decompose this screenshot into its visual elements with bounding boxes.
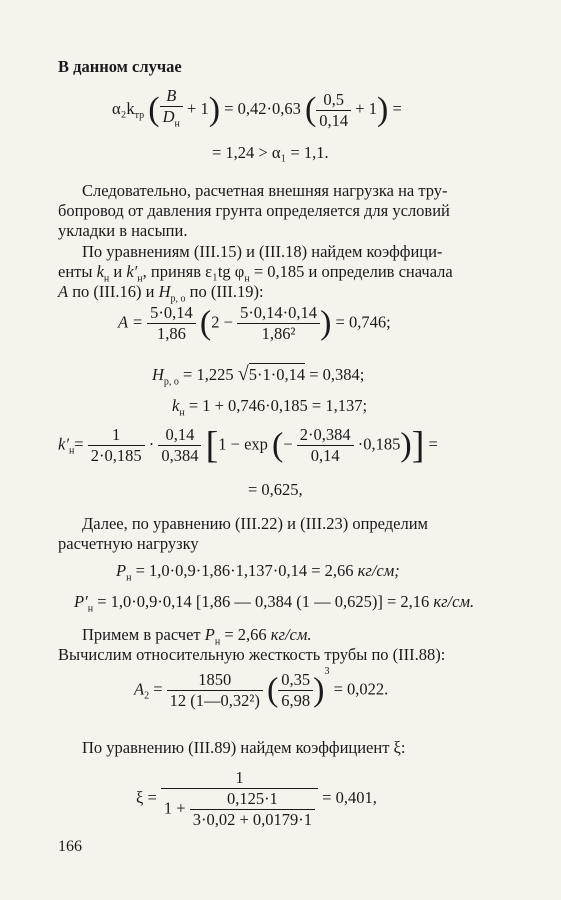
equation-alpha-result: = 1,24 > α₁ = 1,1. (212, 143, 329, 162)
eq1-mid: = 0,42·0,63 (220, 98, 305, 118)
equation-P-prime: $P'_н = 1,0\cdot 0,9\cdot 0,14$ [1,86 — 0,384 (1 — 0,625)] = 2,16 кг/см. (74, 592, 475, 615)
equation-k: $k_н = 1 + 0,746\cdot 0,185 = 1,137$; (172, 396, 368, 419)
eq1-plus2: + 1 (351, 98, 377, 118)
paragraph-5: По уравнению (III.89) найдем коэффициент ξ: (82, 738, 406, 757)
equation-P: $P_н = 1,0\cdot 0,9\cdot 1,86\cdot 1,137\cdot 0,14 = 2,66$ кг/см; (116, 561, 400, 584)
eq1-end: = (388, 98, 402, 118)
eq1-plus1: + 1 (182, 98, 209, 118)
paragraph-1-line-1: Следовательно, расчетная внешняя нагрузка на тру- (82, 181, 448, 200)
eq1-frac1-num: B (166, 86, 177, 105)
paragraph-3-line-1: Далее, по уравнению (III.22) и (III.23) определим (82, 514, 429, 533)
equation-k-prime: $k'_н=$ $\frac{1}{2\cdot 0,185}$ · $\frac{0,14}{0,384}$ [1 − exp (− $\frac{2\cdot 0,384}{0,14}$ ·0,185)] = (58, 424, 438, 467)
eq1-frac1-den: $D_н$ (160, 106, 183, 134)
equation-alpha: $\alpha_2k_{тр}$ ( $\frac{B}{D_н}$ + 1) = 0,42·0,63 ( $\frac{0,5}{0,14}$ + 1) = (112, 86, 402, 134)
paragraph-2-line-1: По уравнениям (III.15) и (III.18) найдем коэффици- (82, 242, 443, 261)
paragraph-4-line-2: Вычислим относительную жесткость трубы по (III.88): (58, 645, 446, 664)
paragraph-3-line-2: расчетную нагрузку (58, 534, 199, 553)
paragraph-2-line-3: A по (III.16) и $H_{р, о}$ по (III.19): (58, 282, 264, 305)
eq1-frac2-den: 0,14 (316, 110, 351, 131)
intro-text: В данном случае (58, 57, 182, 76)
eq1-frac2-num: 0,5 (323, 89, 345, 109)
equation-k-prime-result: = 0,625, (248, 480, 303, 499)
eq1-lhs: α₂k (112, 98, 135, 118)
paragraph-4-line-1: Примем в расчет $P_н = 2,66$ кг/см. (82, 625, 312, 648)
equation-A2: $A_2$ = $\frac{1850}{\text{12 (1—0,32²)}}$ ( $\frac{0,35}{6,98}$ )$^3$ = 0,022. (134, 665, 389, 710)
page-number: 166 (58, 838, 82, 855)
paragraph-2-line-2: енты $k_н$ и $k'_н$, приняв ε₁tg $\varphi_н = 0,185$ и определив сначала (58, 262, 453, 285)
equation-H: $H_{р, о} = 1,225$ √5·1·0,14 = 0,384; (152, 363, 365, 388)
equation-xi: ξ = 1 1 + $\frac{0,125\cdot 1}{3\cdot 0,02 + 0,0179\cdot 1}$ = 0,401, (136, 768, 377, 829)
paragraph-1-line-3: укладки в насыпи. (58, 221, 188, 240)
equation-A: A = $\frac{5\cdot 0,14}{1,86}$ (2 − $\frac{5\cdot 0,14\cdot 0,14}{\text{1,86²}}$ ) = 0,746; (118, 303, 391, 343)
eq1-lhs-sub: тр (134, 110, 145, 122)
paragraph-1-line-2: бопровод от давления грунта определяется для условий (58, 201, 450, 220)
